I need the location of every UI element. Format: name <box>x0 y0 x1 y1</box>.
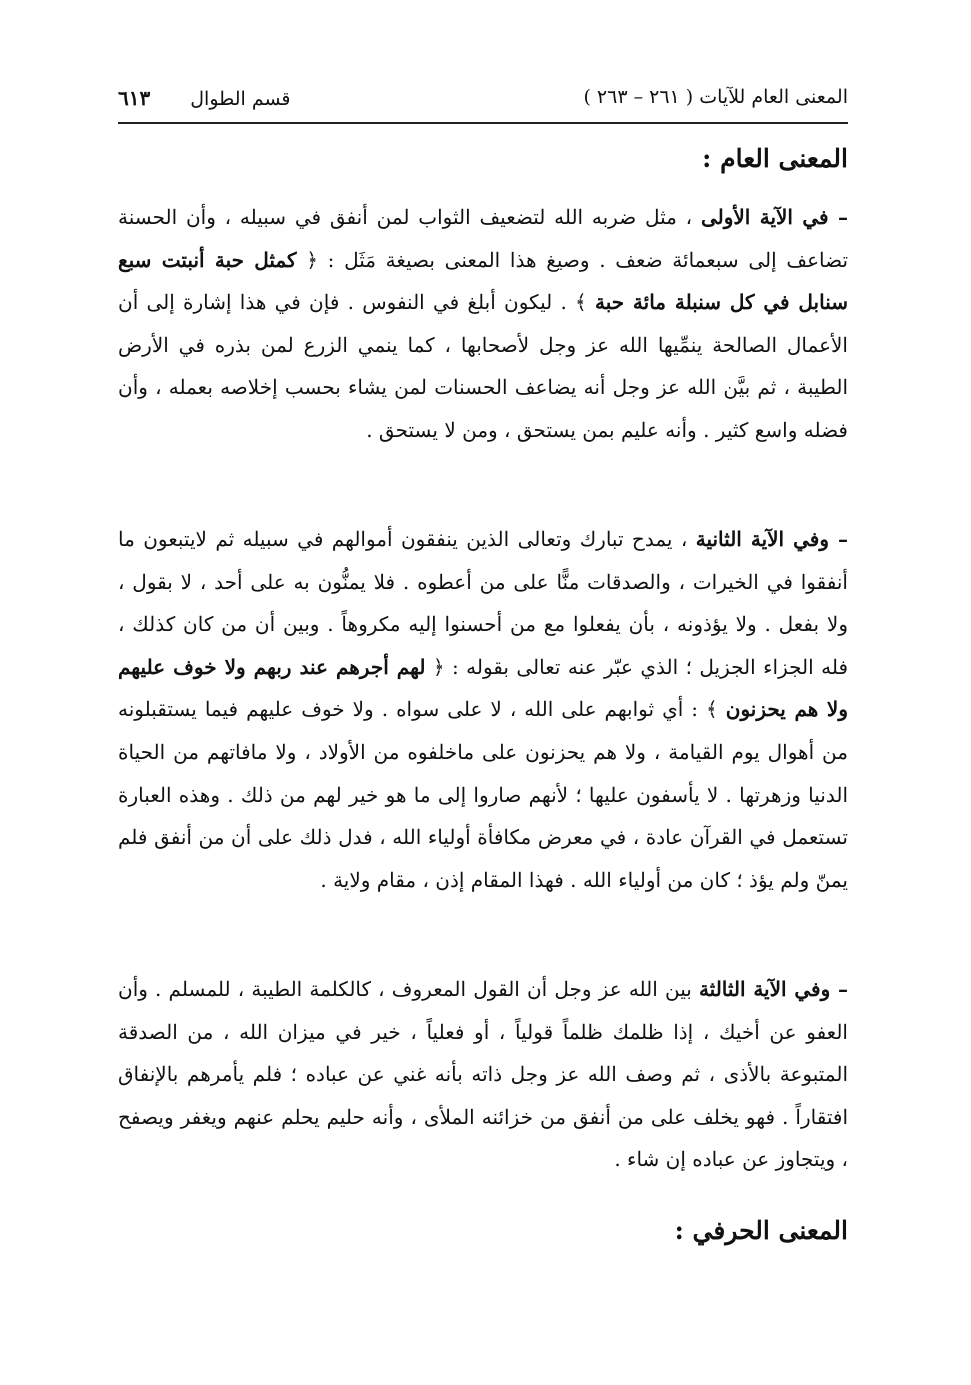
paragraph-text: ﴾ . ليكون أبلغ في النفوس . فإن في هذا إشارة إلى أن الأعمال الصالحة ينمِّيها الله عز وجل لأصحابها ، كما ينمي الزرع لمن بذره في الأرض الطيبة ، ثم بيَّن الله عز وجل أنه يضاعف الحسنات لمن يشاء بحسب إخلاصه بعمله ، وأن فضله واسع كثير . وأنه عليم بمن يستحق ، ومن لا يستحق . <box>118 290 848 442</box>
paragraph-text: ﴾ : أي ثوابهم على الله ، لا على سواه . ولا خوف عليهم فيما يستقبلونه من أهوال يوم القيامة ، ولا هم يحزنون على ماخلفوه من الأولاد ، ولا مافاتهم من الحياة الدنيا وزهرتها . لا يأسفون عليها ؛ لأنهم صاروا إلى ما هو خير لهم من ذلك . وهذه العبارة تستعمل في القرآن عادة ، في معرض مكافأة أولياء الله ، فدل ذلك على أن من أنفق فلم يمنّ ولم يؤذ ؛ كان من أولياء الله . فهذا المقام إذن ، مقام ولاية . <box>118 697 848 892</box>
header-left-group <box>118 86 291 110</box>
section-name: قسم الطوال <box>190 88 291 110</box>
paragraph-text: ، يمدح تبارك وتعالى الذين ينفقون أموالهم في سبيله ثم لايتبعون ما أنفقوا في الخيرات ، والصدقات منًّا على من أعطوه . فلا يمنُّون به على أحد ، لا بقول ، ولا بفعل . ولا يؤذونه ، بأن يفعلوا مع من أحسنوا إليه مكروهاً . وبين أن من كان كذلك ، فله الجزاء الجزيل ؛ الذي عبّر عنه تعالى بقوله : ﴿ <box>118 527 849 679</box>
quran-quote: لهم أجرهم عند ربهم ولا خوف عليهم ولا هم يحزنون <box>118 654 848 722</box>
heading-general-meaning: المعنى العام : <box>702 144 848 173</box>
quran-quote: كمثل حبة أنبتت سبع سنابل في كل سنبلة مائة حبة <box>118 247 848 315</box>
paragraph-lead: – وفي الآية الثانية <box>695 527 848 551</box>
paragraph-text: بين الله عز وجل أن القول المعروف ، كالكلمة الطيبة ، للمسلم . وأن العفو عن أخيك ، إذا ظلمك ظلماً قولياً ، أو فعلياً ، خير في ميزان الله ، من الصدقة المتبوعة بالأذى ، ثم وصف الله عز وجل ذاته بأنه غني عن عباده ؛ فلم يأمرهم بالإنفاق افتقاراً . فهو يخلف على من أنفق من خزائنه الملأى ، وأنه حليم يحلم عنهم ويغفر ويصفح ، ويتجاوز عن عباده إن شاء . <box>118 977 848 1172</box>
paragraph-text: ، مثل ضربه الله لتضعيف الثواب لمن أنفق في سبيله ، وأن الحسنة تضاعف إلى سبعمائة ضعف . وصيغ هذا المعنى بصيغة مَثَل : ﴿ <box>118 205 849 272</box>
page-header <box>118 82 848 118</box>
paragraph-third-verse <box>118 968 848 1181</box>
page-number: ٦١٣ <box>118 86 151 110</box>
paragraph-lead: – وفي الآية الثالثة <box>698 977 848 1001</box>
paragraph-lead: – في الآية الأولى <box>700 205 848 229</box>
paragraph-second-verse <box>118 518 848 901</box>
heading-literal-meaning: المعنى الحرفي : <box>674 1216 848 1245</box>
paragraph-first-verse <box>118 196 848 452</box>
header-divider <box>118 122 848 124</box>
running-title: المعنى العام للآيات ( ٢٦١ – ٢٦٣ ) <box>583 86 848 108</box>
